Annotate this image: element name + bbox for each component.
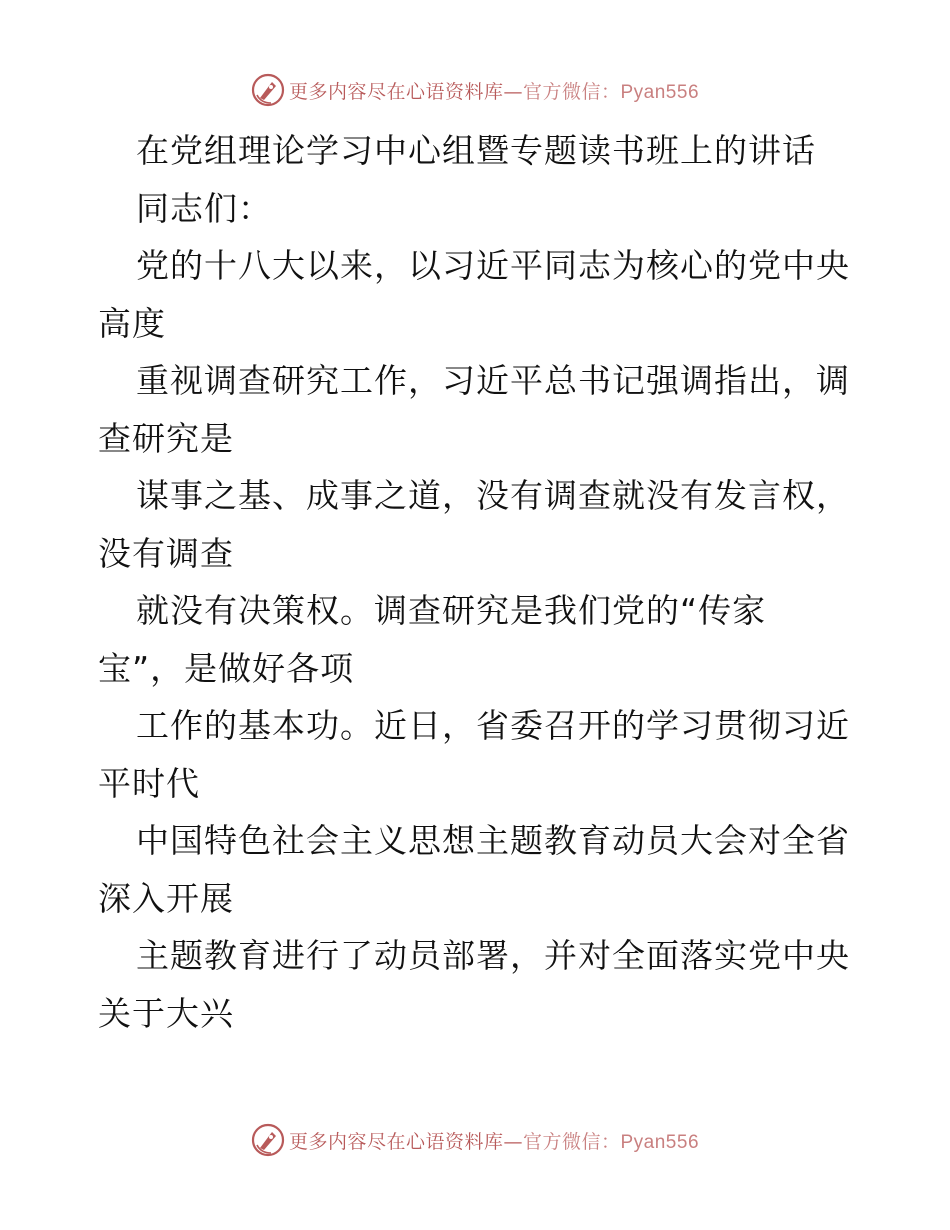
header-banner — [0, 68, 950, 112]
header-banner-text — [289, 77, 699, 104]
footer-banner — [0, 1118, 950, 1162]
pen-nib-logo-icon — [251, 73, 285, 107]
salutation: 同志们： — [136, 188, 272, 228]
paragraph-line: 查研究是 — [98, 418, 234, 458]
paragraph-line: 谋事之基、成事之道，没有调查就没有发言权， — [136, 476, 850, 515]
document-title: 在党组理论学习中心组暨专题读书班上的讲话 — [136, 131, 816, 170]
paragraph-line: 就没有决策权。调查研究是我们党的“传家 — [136, 591, 767, 630]
paragraph-line: 深入开展 — [98, 878, 234, 918]
header-wechat-id: Pyan556 — [620, 81, 700, 103]
footer-wechat-label: 官方微信： — [522, 1130, 621, 1153]
paragraph-line: 关于大兴 — [98, 993, 234, 1033]
paragraph-line: 党的十八大以来，以习近平同志为核心的党中央 — [136, 246, 850, 285]
paragraph-line: 没有调查 — [98, 533, 234, 573]
footer-dash: — — [503, 1130, 523, 1153]
paragraph-line: 主题教育进行了动员部署，并对全面落实党中央 — [136, 936, 850, 975]
footer-banner-text — [289, 1127, 699, 1154]
pen-nib-logo-icon — [251, 1123, 285, 1157]
header-dash: — — [503, 80, 523, 103]
header-wechat-label: 官方微信： — [522, 80, 621, 103]
paragraph-line: 重视调查研究工作，习近平总书记强调指出，调 — [136, 361, 850, 400]
paragraph-line: 宝”，是做好各项 — [98, 648, 355, 688]
header-site-text: 更多内容尽在心语资料库 — [288, 80, 504, 103]
paragraph-line: 平时代 — [98, 763, 200, 803]
paragraph-line: 中国特色社会主义思想主题教育动员大会对全省 — [136, 821, 850, 860]
document-body — [98, 122, 858, 1042]
paragraph-line: 高度 — [98, 303, 166, 343]
footer-wechat-id: Pyan556 — [620, 1131, 700, 1153]
footer-site-text: 更多内容尽在心语资料库 — [288, 1130, 504, 1153]
paragraph-line: 工作的基本功。近日，省委召开的学习贯彻习近 — [136, 706, 850, 745]
